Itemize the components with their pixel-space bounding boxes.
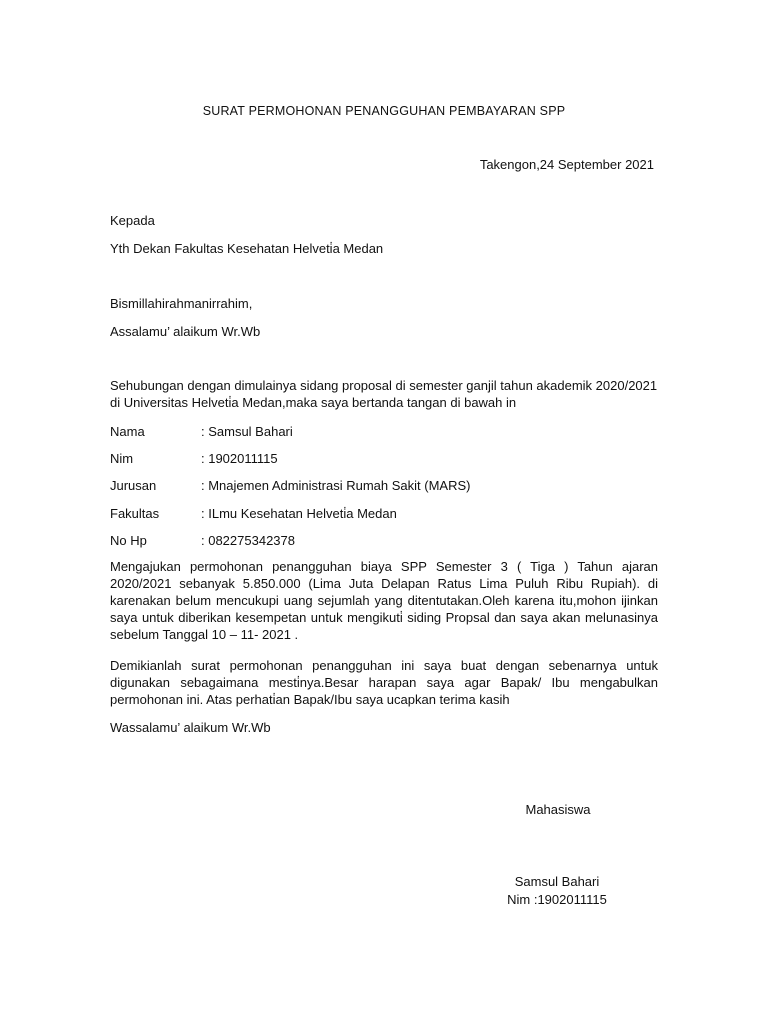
field-label-jurusan: Jurusan — [110, 478, 157, 493]
field-value-jurusan: : Mnajemen Administrasi Rumah Sakit (MARS) — [201, 478, 471, 493]
signature-nim: Nim :1902011115 — [507, 892, 607, 907]
intro-line-2: di Universitas Helveti̇a Medan,maka saya bertanda tangan di bawah in — [110, 395, 517, 410]
intro-line-1: Sehubungan dengan dimulainya sidang proposal di semester ganjil tahun akademik 2020/2021 — [110, 378, 658, 393]
field-value-nama: : Samsul Bahari — [201, 424, 293, 439]
recipient-to: Kepada — [110, 213, 155, 228]
greeting-bismillah: Bismillahirahmanirrahim, — [110, 296, 253, 311]
field-label-fakultas: Fakultas — [110, 506, 160, 521]
place-date: Takengon,24 September 2021 — [479, 157, 654, 172]
signature-role: Mahasiswa — [525, 802, 591, 817]
field-label-nim: Nim — [110, 451, 134, 466]
closing-salam: Wassalamu’ alaikum Wr.Wb — [110, 720, 271, 735]
field-value-nohp: : 082275342378 — [201, 533, 295, 548]
field-value-fakultas: : ILmu Kesehatan Helveti̇a Medan — [201, 506, 397, 521]
body-paragraph-closing: Demikianlah surat permohonan penangguhan ini saya buat dengan sebenarnya untuk digunakan sebagaimana mesti̇nya.Besar harapan saya agar Bapak/ Ibu mengabulkan permohonan ini. Atas perhati̇an Bapak/Ibu saya ucapkan terima kasih — [110, 658, 658, 707]
body-paragraph-request: Mengajukan permohonan penangguhan biaya SPP Semester 3 ( Tiga ) Tahun ajaran 2020/2021 sebanyak 5.850.000 (Lima Juta Delapan Ratus Lima Puluh Ribu Rupiah). di karenakan belum mencukupi uang sejumlah yang ditentutakan.Oleh karena itu,mohon ijinkan saya untuk diberikan kesempetan untuk mengikuti̇ siding Propsal dan saya akan melunasinya sebelum Tanggal 10 – 11- 2021 . — [110, 559, 658, 642]
recipient-name: Yth Dekan Fakultas Kesehatan Helveti̇a Medan — [110, 241, 384, 256]
field-value-nim: : 1902011115 — [201, 451, 278, 466]
letter-title: SURAT PERMOHONAN PENANGGUHAN PEMBAYARAN SPP — [202, 104, 566, 118]
signature-name: Samsul Bahari — [514, 874, 600, 889]
field-label-nohp: No Hp — [110, 533, 147, 548]
field-label-nama: Nama — [110, 424, 145, 439]
greeting-salam: Assalamu’ alaikum Wr.Wb — [110, 324, 261, 339]
